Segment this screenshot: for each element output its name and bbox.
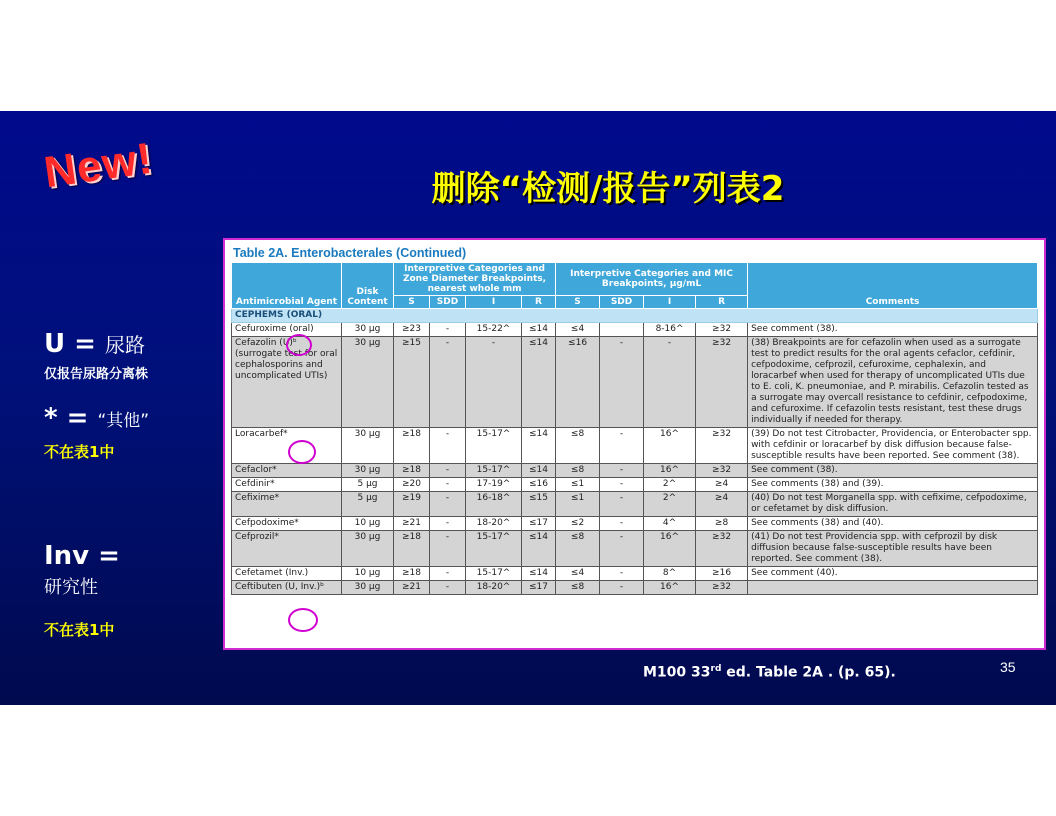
cell-msdd: - (600, 428, 644, 464)
header-zone-group: Interpretive Categories and Zone Diameter Breakpoints, nearest whole mm (394, 263, 556, 296)
cell-mr: ≥16 (696, 567, 748, 581)
cell-zr: ≤16 (522, 478, 556, 492)
cell-mr: ≥32 (696, 581, 748, 595)
cell-zs: ≥23 (394, 323, 430, 337)
reference-tail: ed. Table 2A . (p. 65). (721, 664, 896, 681)
cell-zi: 15-17^ (466, 428, 522, 464)
table-caption: Table 2A. Enterobacterales (Continued) (233, 246, 467, 260)
cell-zs: ≥18 (394, 428, 430, 464)
cell-zi: 15-17^ (466, 464, 522, 478)
cell-ms: ≤8 (556, 531, 600, 567)
cell-zi: 15-17^ (466, 531, 522, 567)
cell-zs: ≥21 (394, 517, 430, 531)
cell-mi: 4^ (644, 517, 696, 531)
cell-mi: 2^ (644, 478, 696, 492)
table-row (232, 337, 1038, 428)
cell-mr: ≥32 (696, 531, 748, 567)
cell-mi: 16^ (644, 428, 696, 464)
slide (0, 111, 1056, 705)
cell-mi: 8^ (644, 567, 696, 581)
cell-agent: Cefazolin (U)ᵇ (surrogate test for oral cephalosporins and uncomplicated UTIs) (232, 337, 342, 428)
cell-disk: 5 µg (342, 478, 394, 492)
cell-zi: - (466, 337, 522, 428)
cell-zs: ≥19 (394, 492, 430, 517)
breakpoint-table (231, 262, 1038, 595)
cell-disk: 30 µg (342, 323, 394, 337)
legend-star-symbol: * = (44, 403, 98, 433)
cell-zi: 15-17^ (466, 567, 522, 581)
cell-zs: ≥18 (394, 464, 430, 478)
cell-zsdd: - (430, 567, 466, 581)
cell-zsdd: - (430, 478, 466, 492)
cell-ms: ≤4 (556, 323, 600, 337)
cell-mi: 8-16^ (644, 323, 696, 337)
cell-comment: See comment (40). (748, 567, 1038, 581)
cell-zr: ≤17 (522, 581, 556, 595)
cell-comment: See comment (38). (748, 464, 1038, 478)
cell-zsdd: - (430, 492, 466, 517)
cell-zs: ≥20 (394, 478, 430, 492)
cell-zsdd: - (430, 337, 466, 428)
new-logo: New! (41, 133, 156, 198)
legend-star-meaning: “其他” (97, 411, 150, 431)
cell-comment: (41) Do not test Providencia spp. with cefprozil by disk diffusion because false-susceptible results have been reported. See comment (38). (748, 531, 1038, 567)
legend-inv (44, 541, 120, 640)
cell-zi: 18-20^ (466, 517, 522, 531)
cell-comment (748, 581, 1038, 595)
header-mic-group: Interpretive Categories and MIC Breakpoints, µg/mL (556, 263, 748, 296)
cell-disk: 30 µg (342, 581, 394, 595)
cell-mi: 16^ (644, 581, 696, 595)
table-row (232, 492, 1038, 517)
cell-disk: 30 µg (342, 464, 394, 478)
cell-zr: ≤17 (522, 517, 556, 531)
cell-zr: ≤14 (522, 337, 556, 428)
header-agent: Antimicrobial Agent (232, 263, 342, 309)
cell-comment: (39) Do not test Citrobacter, Providencia, or Enterobacter spp. with cefdinir or loracarbef by disk diffusion because false-susceptible results have been reported. See comment (38). (748, 428, 1038, 464)
cell-mr: ≥32 (696, 323, 748, 337)
cell-agent: Cefaclor* (232, 464, 342, 478)
cell-agent: Cefetamet (Inv.) (232, 567, 342, 581)
cell-mr: ≥4 (696, 478, 748, 492)
cell-msdd: - (600, 464, 644, 478)
cell-zi: 15-22^ (466, 323, 522, 337)
cell-zi: 18-20^ (466, 581, 522, 595)
cell-zs: ≥21 (394, 581, 430, 595)
cell-zr: ≤14 (522, 323, 556, 337)
cell-zr: ≤14 (522, 567, 556, 581)
cell-msdd: - (600, 517, 644, 531)
cell-comment: See comment (38). (748, 323, 1038, 337)
cell-disk: 30 µg (342, 337, 394, 428)
cell-mr: ≥32 (696, 337, 748, 428)
cell-mi: - (644, 337, 696, 428)
cell-msdd: - (600, 531, 644, 567)
cell-ms: ≤1 (556, 492, 600, 517)
cell-ms: ≤4 (556, 567, 600, 581)
legend-u-note: 仅报告尿路分离株 (44, 367, 149, 382)
section-row: CEPHEMS (ORAL) (232, 309, 1038, 323)
cell-zsdd: - (430, 428, 466, 464)
cell-agent: Cefpodoxime* (232, 517, 342, 531)
header-zone-r: R (522, 296, 556, 309)
table-row (232, 581, 1038, 595)
cell-comment: See comments (38) and (39). (748, 478, 1038, 492)
cell-zr: ≤14 (522, 464, 556, 478)
legend-u-symbol: U = (44, 329, 106, 359)
cell-ms: ≤8 (556, 464, 600, 478)
cell-disk: 10 µg (342, 517, 394, 531)
header-zone-sdd: SDD (430, 296, 466, 309)
cell-agent: Loracarbef* (232, 428, 342, 464)
reference-prefix: M100 33 (643, 664, 711, 681)
cell-zsdd: - (430, 323, 466, 337)
table-row (232, 428, 1038, 464)
cell-ms: ≤1 (556, 478, 600, 492)
cell-zr: ≤15 (522, 492, 556, 517)
cell-zi: 16-18^ (466, 492, 522, 517)
cell-ms: ≤16 (556, 337, 600, 428)
legend-star-note: 不在表1中 (44, 443, 115, 461)
cell-agent: Ceftibuten (U, Inv.)ᵇ (232, 581, 342, 595)
cell-mi: 16^ (644, 464, 696, 478)
cell-zsdd: - (430, 581, 466, 595)
cell-mr: ≥8 (696, 517, 748, 531)
cell-ms: ≤2 (556, 517, 600, 531)
header-mic-r: R (696, 296, 748, 309)
cell-msdd: - (600, 581, 644, 595)
header-mic-s: S (556, 296, 600, 309)
cell-ms: ≤8 (556, 428, 600, 464)
table-row (232, 478, 1038, 492)
cell-agent: Cefprozil* (232, 531, 342, 567)
table-row (232, 323, 1038, 337)
cell-agent: Cefixime* (232, 492, 342, 517)
cell-disk: 10 µg (342, 567, 394, 581)
header-comments: Comments (748, 263, 1038, 309)
cell-zi: 17-19^ (466, 478, 522, 492)
header-disk: Disk Content (342, 263, 394, 309)
cell-comment: (38) Breakpoints are for cefazolin when used as a surrogate test to predict results for the oral agents cefaclor, cefdinir, cefpodoxime, cefprozil, cefuroxime, cephalexin, and loracarbef when used for therapy of uncomplicated UTIs due to E. coli, K. pneumoniae, and P. mirabilis. Cefazolin tested as a surrogate may overcall resistance to cefdinir, cefpodoxime, and cefuroxime. If cefazolin tests resistant, test these drugs individually if needed for therapy. (748, 337, 1038, 428)
cell-zr: ≤14 (522, 531, 556, 567)
legend-u (44, 329, 148, 382)
highlight-circle-u (286, 334, 312, 356)
cell-disk: 30 µg (342, 531, 394, 567)
cell-msdd (600, 323, 644, 337)
highlight-circle-inv (288, 608, 318, 632)
cell-comment: See comments (38) and (40). (748, 517, 1038, 531)
legend-inv-note: 不在表1中 (44, 621, 115, 639)
cell-agent: Cefdinir* (232, 478, 342, 492)
table-row (232, 567, 1038, 581)
slide-title: 删除“检测/报告”列表2 (431, 169, 785, 209)
cell-agent: Cefuroxime (oral) (232, 323, 342, 337)
header-mic-i: I (644, 296, 696, 309)
header-mic-sdd: SDD (600, 296, 644, 309)
cell-mr: ≥32 (696, 428, 748, 464)
reference-suffix: rd (710, 664, 722, 674)
legend-inv-meaning: 研究性 (44, 577, 98, 598)
table-row (232, 531, 1038, 567)
table-row (232, 517, 1038, 531)
cell-ms: ≤8 (556, 581, 600, 595)
cell-zsdd: - (430, 517, 466, 531)
cell-msdd: - (600, 478, 644, 492)
cell-zsdd: - (430, 464, 466, 478)
legend-star (44, 403, 149, 462)
cell-mi: 16^ (644, 531, 696, 567)
legend-inv-symbol: Inv = (44, 541, 120, 571)
cell-comment: (40) Do not test Morganella spp. with cefixime, cefpodoxime, or cefetamet by disk diffusion. (748, 492, 1038, 517)
cell-zs: ≥15 (394, 337, 430, 428)
page-number: 35 (1000, 659, 1016, 675)
table-row (232, 464, 1038, 478)
cell-mr: ≥32 (696, 464, 748, 478)
header-zone-i: I (466, 296, 522, 309)
cell-zs: ≥18 (394, 531, 430, 567)
cell-zsdd: - (430, 531, 466, 567)
cell-mr: ≥4 (696, 492, 748, 517)
breakpoint-table-image (223, 238, 1046, 650)
cell-zs: ≥18 (394, 567, 430, 581)
cell-msdd: - (600, 567, 644, 581)
highlight-circle-star (288, 440, 316, 464)
cell-msdd: - (600, 492, 644, 517)
cell-disk: 5 µg (342, 492, 394, 517)
reference-citation (643, 664, 896, 681)
header-zone-s: S (394, 296, 430, 309)
cell-msdd: - (600, 337, 644, 428)
cell-zr: ≤14 (522, 428, 556, 464)
cell-disk: 30 µg (342, 428, 394, 464)
cell-mi: 2^ (644, 492, 696, 517)
legend-u-meaning: 尿路 (105, 333, 146, 357)
